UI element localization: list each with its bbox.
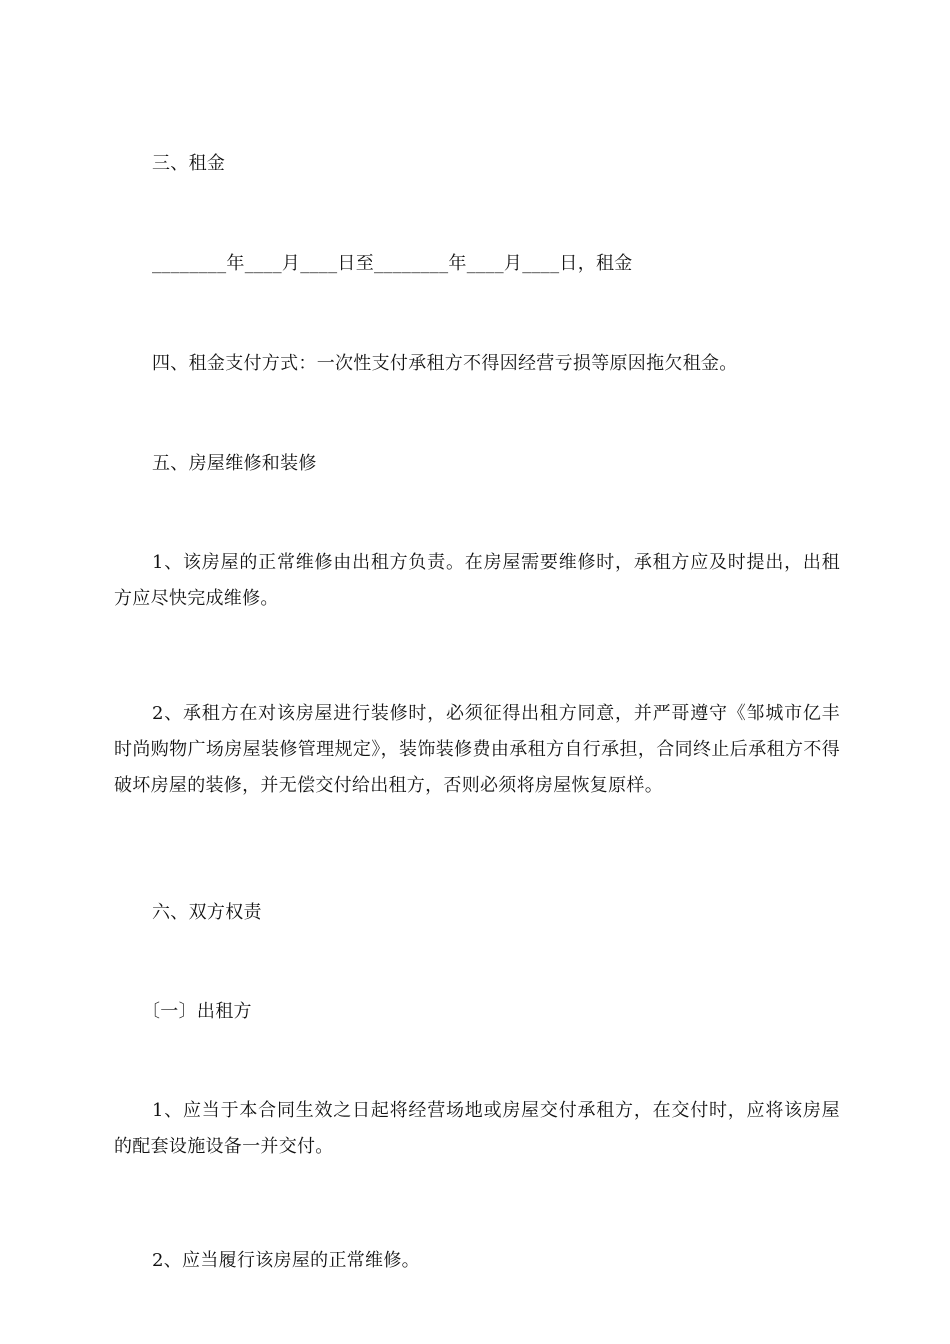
section-payment-method: 四、租金支付方式：一次性支付承租方不得因经营亏损等原因拖欠租金。 [152,353,738,374]
section-heading-rent: 三、租金 [152,153,226,174]
lessor-duty-1: 1、应当于本合同生效之日起将经营场地或房屋交付承租方，在交付时，应将该房屋的配套设施设备一并交付。 [114,1100,840,1157]
section-heading-rights: 六、双方权责 [152,902,262,923]
subsection-lessor: 〔一〕出租方 [142,1001,252,1022]
rent-period-line: ________年____月____日至________年____月____日，租金 [152,253,633,274]
maintenance-clause-1: 1、该房屋的正常维修由出租方负责。在房屋需要维修时，承租方应及时提出，出租方应尽快完成维修。 [114,552,840,609]
section-heading-maintenance: 五、房屋维修和装修 [152,453,317,474]
maintenance-clause-2: 2、承租方在对该房屋进行装修时，必须征得出租方同意，并严哥遵守《邹城市亿丰时尚购物广场房屋装修管理规定》，装饰装修费由承租方自行承担，合同终止后承租方不得破坏房屋的装修，并无偿交付给出租方，否则必须将房屋恢复原样。 [114,703,840,796]
lessor-duty-2: 2、应当履行该房屋的正常维修。 [152,1250,420,1271]
